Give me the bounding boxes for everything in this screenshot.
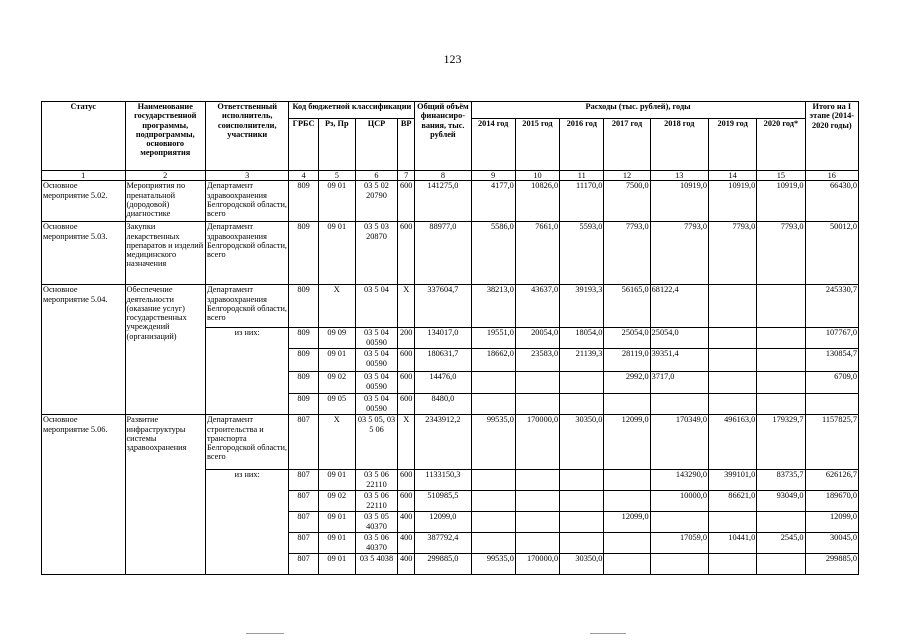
row-vr: 600 [398,349,415,372]
row-y2016 [560,533,604,554]
column-number: 15 [757,171,805,181]
row-rzpr: 09 05 [318,394,355,415]
row-y2015: 170000,0 [515,415,559,470]
row-total: 1133150,3 [415,470,471,491]
row-total: 8480,0 [415,394,471,415]
row-y2016 [560,394,604,415]
row-y2014 [471,491,515,512]
row-vr: 600 [398,394,415,415]
row-status: Основное мероприятие 5.04. [42,285,126,415]
row-y2019 [708,349,756,372]
row-stage [805,394,858,415]
row-vr: 400 [398,533,415,554]
row-y2016: 21139,3 [560,349,604,372]
row-y2014 [471,372,515,394]
row-y2015: 43637,0 [515,285,559,328]
row-y2016 [560,372,604,394]
row-y2014: 99535,0 [471,415,515,470]
column-number: 4 [289,171,318,181]
row-executor: Департамент строительства и транспорта Белгородской области, всего [205,415,289,470]
row-vr: 400 [398,512,415,533]
row-y2015 [515,372,559,394]
row-stage: 1157825,7 [805,415,858,470]
row-csr: 03 5 05, 03 5 06 [355,415,397,470]
row-y2019 [708,394,756,415]
row-grbs: 809 [289,372,318,394]
header-row-1 [42,102,859,119]
row-y2020: 7793,0 [757,222,805,285]
row-y2017 [604,394,650,415]
row-y2014 [471,394,515,415]
row-status: Основное мероприятие 5.06. [42,415,126,575]
row-program-name: Развитие инфраструктуры системы здравоохранения [125,415,205,575]
row-y2017: 2992,0 [604,372,650,394]
column-number: 12 [604,171,650,181]
row-y2016: 30350,0 [560,415,604,470]
row-vr: 200 [398,328,415,349]
row-grbs: 809 [289,349,318,372]
row-y2017: 7793,0 [604,222,650,285]
row-y2015: 20054,0 [515,328,559,349]
header-budget-code: Код бюджетной классификации [289,102,415,119]
row-y2016: 18054,0 [560,328,604,349]
row-total: 387792,4 [415,533,471,554]
row-y2017: 12099,0 [604,415,650,470]
row-stage: 66430,0 [805,181,858,222]
row-rzpr: 09 01 [318,222,355,285]
row-y2017: 7500,0 [604,181,650,222]
row-y2017: 56165,0 [604,285,650,328]
row-y2020 [757,349,805,372]
row-stage: 299885,0 [805,554,858,575]
column-number: 10 [515,171,559,181]
row-y2016 [560,512,604,533]
row-executor: Департамент здравоохранения Белгородской области, всего [205,285,289,328]
column-number: 5 [318,171,355,181]
row-y2020 [757,554,805,575]
row-y2018: 39351,4 [650,349,708,372]
column-number: 8 [415,171,471,181]
row-vr: 400 [398,554,415,575]
row-y2014 [471,512,515,533]
row-y2015 [515,394,559,415]
row-y2017 [604,470,650,491]
row-y2020: 179329,7 [757,415,805,470]
column-number: 14 [708,171,756,181]
row-rzpr: 09 02 [318,491,355,512]
row-executor: Департамент здравоохранения Белгородской области, всего [205,222,289,285]
row-grbs: 809 [289,181,318,222]
row-csr: 03 5 02 20790 [355,181,397,222]
row-y2018 [650,554,708,575]
row-total: 14476,0 [415,372,471,394]
row-y2018: 170349,0 [650,415,708,470]
row-y2017: 12099,0 [604,512,650,533]
row-y2018: 143290,0 [650,470,708,491]
header-year-2016: 2016 год [560,119,604,171]
row-y2020: 83735,7 [757,470,805,491]
of-which-label: из них: [205,470,289,575]
row-y2019: 10919,0 [708,181,756,222]
table-row-5-04 [42,285,859,328]
header-total-volume: Общий объём финансиро-вания, тыс. рублей [415,102,471,171]
row-grbs: 807 [289,554,318,575]
header-year-2015: 2015 год [515,119,559,171]
row-y2015 [515,491,559,512]
column-number: 6 [355,171,397,181]
table-row-5-06 [42,415,859,470]
row-y2014: 18662,0 [471,349,515,372]
row-rzpr: 09 01 [318,533,355,554]
row-rzpr: 09 01 [318,554,355,575]
row-csr: 03 5 4038 [355,554,397,575]
row-y2014 [471,533,515,554]
row-stage: 130854,7 [805,349,858,372]
header-rzpr: Рз, Пр [318,119,355,171]
row-y2016: 30350,0 [560,554,604,575]
header-year-2019: 2019 год [708,119,756,171]
header-grbs: ГРБС [289,119,318,171]
row-vr: X [398,415,415,470]
table-row-5-02 [42,181,859,222]
row-grbs: 807 [289,491,318,512]
row-total: 12099,0 [415,512,471,533]
row-csr: 03 5 04 [355,285,397,328]
row-total: 180631,7 [415,349,471,372]
row-grbs: 807 [289,470,318,491]
column-number: 1 [42,171,126,181]
header-year-2018: 2018 год [650,119,708,171]
row-grbs: 809 [289,328,318,349]
row-total: 2343912,2 [415,415,471,470]
row-y2018: 3717,0 [650,372,708,394]
table-row-5-03 [42,222,859,285]
header-year-2017: 2017 год [604,119,650,171]
row-vr: 600 [398,181,415,222]
column-number: 3 [205,171,289,181]
row-total: 141275,0 [415,181,471,222]
row-vr: 600 [398,470,415,491]
row-y2014: 5586,0 [471,222,515,285]
row-y2018: 25054,0 [650,328,708,349]
column-number: 7 [398,171,415,181]
row-y2018 [650,394,708,415]
row-y2017 [604,554,650,575]
header-total-stage: Итого на I этапе (2014-2020 годы) [805,102,858,171]
row-y2020: 10919,0 [757,181,805,222]
row-vr: 600 [398,491,415,512]
row-y2018: 7793,0 [650,222,708,285]
row-y2014: 19551,0 [471,328,515,349]
row-y2016 [560,470,604,491]
row-rzpr: 09 02 [318,372,355,394]
header-csr: ЦСР [355,119,397,171]
row-y2017: 25054,0 [604,328,650,349]
header-vr: ВР [398,119,415,171]
header-program-name: Наименование государственной программы, подпрограммы, основного мероприятия [125,102,205,171]
row-y2016 [560,491,604,512]
row-y2020 [757,372,805,394]
row-y2014 [471,470,515,491]
row-rzpr: 09 01 [318,470,355,491]
row-y2015 [515,512,559,533]
row-y2019 [708,512,756,533]
row-y2020 [757,394,805,415]
row-vr: X [398,285,415,328]
row-y2019: 10441,0 [708,533,756,554]
row-y2018 [650,512,708,533]
row-grbs: 807 [289,415,318,470]
row-stage: 189670,0 [805,491,858,512]
row-total: 88977,0 [415,222,471,285]
column-number: 9 [471,171,515,181]
row-stage: 12099,0 [805,512,858,533]
row-total: 134017,0 [415,328,471,349]
header-expenses: Расходы (тыс. рублей), годы [471,102,805,119]
header-status: Статус [42,102,126,171]
of-which-label: из них: [205,328,289,415]
row-csr: 03 5 04 00590 [355,372,397,394]
row-y2016: 39193,3 [560,285,604,328]
column-number: 2 [125,171,205,181]
row-y2019 [708,285,756,328]
row-total: 337604,7 [415,285,471,328]
column-number: 13 [650,171,708,181]
row-y2020: 93049,0 [757,491,805,512]
row-y2019: 399101,0 [708,470,756,491]
row-rzpr: X [318,285,355,328]
budget-expenses-table [41,101,859,575]
row-executor: Департамент здравоохранения Белгородской области, всего [205,181,289,222]
row-y2015 [515,533,559,554]
row-y2015 [515,470,559,491]
row-y2019 [708,554,756,575]
row-program-name: Мероприятия по пренатальной (дородовой) диагностике [125,181,205,222]
row-y2015: 10826,0 [515,181,559,222]
row-csr: 03 5 04 00590 [355,394,397,415]
row-grbs: 807 [289,512,318,533]
column-number: 16 [805,171,858,181]
row-program-name: Закупки лекарственных препаратов и изделий медицинского назначения [125,222,205,285]
row-y2020: 2545,0 [757,533,805,554]
column-number: 11 [560,171,604,181]
row-y2019: 86621,0 [708,491,756,512]
row-csr: 03 5 03 20870 [355,222,397,285]
row-csr: 03 5 04 00590 [355,349,397,372]
row-y2014: 38213,0 [471,285,515,328]
row-y2015: 170000,0 [515,554,559,575]
row-grbs: 807 [289,533,318,554]
row-grbs: 809 [289,222,318,285]
row-y2018: 10919,0 [650,181,708,222]
scan-artifact-line [590,633,626,634]
row-rzpr: 09 01 [318,349,355,372]
row-y2019: 7793,0 [708,222,756,285]
row-vr: 600 [398,372,415,394]
row-csr: 03 5 06 22110 [355,470,397,491]
row-csr: 03 5 06 22110 [355,491,397,512]
row-y2018: 17059,0 [650,533,708,554]
row-rzpr: X [318,415,355,470]
row-stage: 50012,0 [805,222,858,285]
row-y2019: 496163,0 [708,415,756,470]
row-total: 510985,5 [415,491,471,512]
row-y2017 [604,491,650,512]
header-year-2014: 2014 год [471,119,515,171]
row-y2020 [757,328,805,349]
row-stage: 626126,7 [805,470,858,491]
row-stage: 6709,0 [805,372,858,394]
header-year-2020: 2020 год* [757,119,805,171]
row-y2014: 4177,0 [471,181,515,222]
row-grbs: 809 [289,394,318,415]
row-stage: 30045,0 [805,533,858,554]
row-y2020 [757,512,805,533]
row-csr: 03 5 05 40370 [355,512,397,533]
row-y2018: 10000,0 [650,491,708,512]
row-program-name: Обеспечение деятельности (оказание услуг) государственных учреждений (организаций) [125,285,205,415]
row-rzpr: 09 01 [318,181,355,222]
row-vr: 600 [398,222,415,285]
row-status: Основное мероприятие 5.02. [42,181,126,222]
row-y2016: 11170,0 [560,181,604,222]
row-y2017 [604,533,650,554]
row-stage: 107767,0 [805,328,858,349]
row-y2014: 99535,0 [471,554,515,575]
row-csr: 03 5 06 40370 [355,533,397,554]
row-y2020 [757,285,805,328]
row-rzpr: 09 09 [318,328,355,349]
row-total: 299885,0 [415,554,471,575]
row-y2015: 7661,0 [515,222,559,285]
column-number-row [42,171,859,181]
row-stage: 245330,7 [805,285,858,328]
row-y2015: 23583,0 [515,349,559,372]
page-number: 123 [443,52,462,66]
row-y2016: 5593,0 [560,222,604,285]
row-grbs: 809 [289,285,318,328]
row-y2017: 28119,0 [604,349,650,372]
row-y2019 [708,328,756,349]
row-y2019 [708,372,756,394]
row-y2018: 68122,4 [650,285,708,328]
row-csr: 03 5 04 00590 [355,328,397,349]
row-rzpr: 09 01 [318,512,355,533]
row-status: Основное мероприятие 5.03. [42,222,126,285]
header-executor: Ответственный исполнитель, соисполнители, участники [205,102,289,171]
scan-artifact-line [246,633,284,634]
